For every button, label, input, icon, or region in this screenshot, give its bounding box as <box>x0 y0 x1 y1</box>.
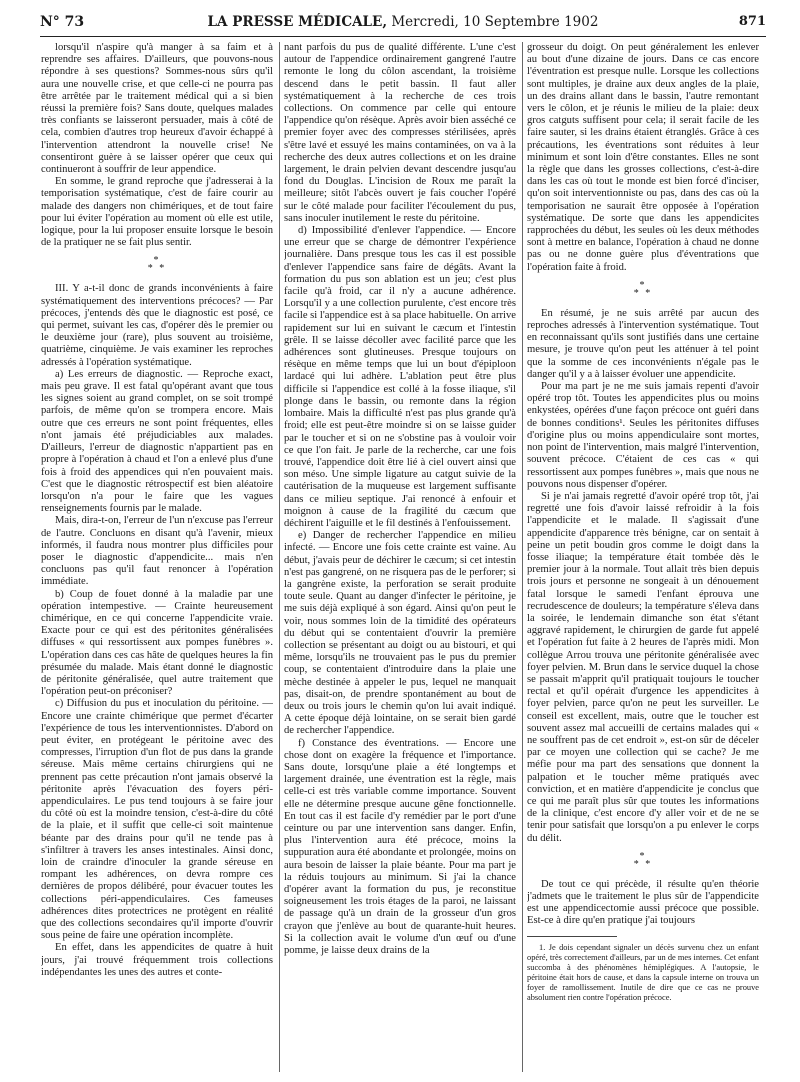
journal-title <box>40 14 766 30</box>
footnote: 1. Je dois cependant signaler un décès survenu chez un enfant opéré, très correctement d'ailleurs, par un de mes internes. Cet enfant succomba à des phénomènes hémiplégiques. A l'autopsie, le péritoine était hors de cause, et dans la capsule interne on trouva un foyer de ramollissement. Inutile de dire que ce cas ne prouve absolument rien contre l'opération précoce. <box>527 942 759 1002</box>
text-column-3 <box>527 42 759 1072</box>
paragraph: f) Constance des éventrations. — Encore une chose dont on exagère la fréquence et l'importance. Sans doute, lorsqu'une plaie a été longtemps et largement drainée, une éventration est la règle, mais celle-ci est très variable comme importance. Souvent elle ne détermine presque aucune gêne fonctionnelle. En tout cas il est facile d'y remédier par le port d'une ceinture ou par une intervention sans danger. Enfin, plus l'intervention aura été précoce, moins la suppuration aura été abondante et prolongée, moins on aura besoin de laisser la plaie béante. Pour ma part je la réduis toujours au minimum. Si j'ai la chance d'opérer avant la formation du pus, je reconstitue soigneusement les trois étages de la paroi, ne laissant de passage qu'à un drain de la grosseur d'un gros crayon que j'enlève au bout de quarante-huit heures. Si la collection avait le volume d'un œuf ou d'une pomme, je laisse deux drains de la <box>284 737 516 957</box>
paragraph: Mais, dira-t-on, l'erreur de l'un n'excuse pas l'erreur de l'autre. Concluons en disant qu'à l'avenir, mieux informés, il faudra nous montrer plus difficiles pour poser le diagnostic d'appendicite... mais n'en concluons pas qu'il faut renoncer à l'opération immédiate. <box>41 515 273 588</box>
issue-date: Mercredi, 10 Septembre 1902 <box>387 14 599 30</box>
footnote-rule <box>527 936 617 937</box>
page-header <box>40 14 766 37</box>
paragraph: d) Impossibilité d'enlever l'appendice. — Encore une erreur que se charge de démontrer l'expérience journalière. Dans presque tous les cas il est possible d'enlever l'appendice sans faire de dégâts. Avant la formation du pus son ablation est un jeu; c'est plus facile qu'à froid, car il n'y a aucune adhérence. Lorsqu'il y a une collection purulente, c'est encore très facile si l'appendice est à sa place habituelle. On arrive rapidement sur lui en suivant le cæcum et l'intestin grêle. Il se laisse décoller avec facilité parce que les adhérences sont glutineuses. Presque toujours on résèque en même temps que lui un bout d'épiploon lardacé qui lui adhère. L'ablation peut être plus difficile si l'appendice est collé à la fosse iliaque, s'il plonge dans le bassin, ou remonte dans la région lombaire. Mais la difficulté n'est pas plus grande qu'à froid; elle est peut-être moindre si on se laisse guider par le toucher et si on ne s'obstine pas à vouloir voir ce que l'on fait. Je parle de la recherche, car une fois trouvé, l'appendice doit être lié à ciel ouvert ainsi que son méso. Une simple ligature au catgut suivie de la cautérisation de la muqueuse est largement suffisante dans ce milieu septique. J'ai renoncé à enfouir et moignon à cause de la fragilité du cæcum que déchirent l'aiguille et le fil destinés à l'enfouissement. <box>284 225 516 529</box>
paragraph: grosseur du doigt. On peut généralement les enlever au bout d'une dizaine de jours. Dans ce cas encore l'éventration est presque nulle. Lorsque les collections sont multiples, je draine aux deux angles de la plaie, un des drains allant dans le bassin, l'autre remontant vers le côlon, et je réunis le milieu de la plaie: deux gros catguts suffisent pour cela; il serait facile de les faire sauter, si les drains étaient étranglés. Grâce à ces précautions, les éventrations sont réduites à leur minimum et sont loin d'être constantes. Elles ne sont la règle que dans les grosses collections, c'est-à-dire dans les cas où tout le monde est bien forcé d'inciser, qu'on soit interventionniste ou pas, dans des cas où la temporisation ne saurait être opposée à l'opération systématique. De sorte que dans les appendicites rapprochées du début, les seules où les deux méthodes sont à mettre en balance, l'opération à chaud ne donne pas ou ne donne guère plus d'éventrations que l'opération faite à froid. <box>527 42 759 273</box>
paragraph: lorsqu'il n'aspire qu'à manger à sa faim et à reprendre ses affaires. D'ailleurs, que pouvons-nous répondre à ses questions? Sommes-nous sûrs qu'il aura une nouvelle crise, et que celle-ci ne pourra pas être arrêtée par le traitement médical qui a si bien réussi la première fois? Sans doute, quelques malades très confiants se laisseront persuader, mais à côté de cela, combien d'autres trop heureux d'avoir échappé à l'intervention attendront la nouvelle crise! Ne consentiront guère à se laisser opérer que ceux qui continueront à souffrir de leur appendice. <box>41 42 273 176</box>
paragraph: En effet, dans les appendicites de quatre à huit jours, j'ai trouvé fréquemment trois collections indépendantes les unes des autres et conte- <box>41 942 273 978</box>
section-separator: * * * <box>147 255 167 275</box>
paragraph: e) Danger de rechercher l'appendice en milieu infecté. — Encore une fois cette crainte est vaine. Au début, j'avais peur de déchirer le cæcum; si cet intestin n'est pas gangrené, on ne risquera pas de le perforer; si la gangrène existe, la perforation se serait produite toute seule. Quant au danger d'infecter le péritoine, je me suis déjà expliqué à son égard. Ainsi qu'on peut le voir, nous sommes loin de la timidité des opérateurs du début qui se contentaient d'ouvrir la première collection se présentant au doigt ou au bistouri, et qui même, lorsqu'ils ne trouvaient pas le pus du premier coup, se contentaient d'introduire dans la plaie une mèche destinée à appeler le pus, lequel ne manquait pas, disait-on, de prendre spontanément au bout de deux ou trois jours le chemin qu'on lui avait indiqué. A cette époque déjà lointaine, on se serait bien gardé de rechercher l'appendice. <box>284 530 516 737</box>
section-separator: * * * <box>633 279 653 299</box>
page-number: 871 <box>738 14 766 29</box>
paragraph: b) Coup de fouet donné à la maladie par une opération intempestive. — Crainte heureusement chimérique, en ce qui concerne l'appendicite vraie. Exacte pour ce qui est des péritonites généralisées diffuses « qui ressortissent aux pompes funèbres ». L'opération dans ces cas hâte de quelques heures la fin présumée du malade. Mais étant donné le diagnostic de péritonite généralisée, quel autre traitement que l'opération peut-on préconiser? <box>41 588 273 698</box>
paragraph: En somme, le grand reproche que j'adresserai à la temporisation systématique, c'est de faire courir au malade des dangers non chimériques, et de tout faire pour lui éviter l'opération au moment où elle est utile, logique, pour la lui proposer ensuite lorsque le besoin de la pratiquer ne se fait plus sentir. <box>41 176 273 249</box>
text-column-1 <box>41 42 273 1072</box>
paragraph: c) Diffusion du pus et inoculation du péritoine. — Encore une crainte chimérique que permet d'écarter l'expérience de tous les interventionnistes. D'abord on peut éviter, en protégeant le péritoine avec des compresses, l'irruption d'un flot de pus dans la grande séreuse. Mais même certains chirurgiens qui ne prennent pas cette précaution n'ont jamais observé la péritonite après l'évacuation des foyers péri-appendiculaires. Le pus tend toujours à se faire jour du côté où est la moindre tension, c'est-à-dire du côté de la plaie, et il suffit que celle-ci soit maintenue béante par des drains pour qu'il ne tende pas à s'infiltrer à travers les anses intestinales. Ainsi donc, loin de craindre d'inoculer la grande séreuse en rompant les adhérences, on devra rompre ces dernières de propos délibéré, pour évacuer toutes les collections péri-appendiculaires. Ces fameuses adhérences dites protectrices ne protègent en réalité que des collections secondaires qu'il importe d'ouvrir sous peine de faire une opération incomplète. <box>41 698 273 942</box>
column-rule <box>279 42 280 1072</box>
paragraph: nant parfois du pus de qualité différente. L'une c'est autour de l'appendice ordinairement gangrené l'autre remonte le long du côlon ascendant, la troisième descend dans le petit bassin. Il faut aller systématiquement à la recherche de ces trois collections. On commence par celle qui entoure l'appendice qu'on résèque. Après avoir bien asséché ce premier foyer avec des compresses stérilisées, après s'être lavé et essuyé les mains contaminées, on va à la recherche des deux autres collections et on les draine largement, le drain pelvien devant descendre jusqu'au fond du Douglas. L'incision de Roux me paraît la meilleure; sitôt l'abcès ouvert je fais coucher l'opéré sur le côté malade pour faciliter l'écoulement du pus, sans inoculer inutilement le reste du péritoine. <box>284 42 516 224</box>
paragraph: Pour ma part je ne me suis jamais repenti d'avoir opéré trop tôt. Toutes les appendicites plus ou moins enkystées, opérées d'une façon précoce ont guéri dans de bonnes conditions¹. Seules les péritonites diffuses d'origine plus ou moins appendiculaire sont mortes, non point de l'intervention, mais malgré l'intervention, souvent précoce. C'étaient de ces cas « qui ressortissent aux pompes funèbres », mais que nous ne pouvons nous dispenser d'opérer. <box>527 381 759 490</box>
section-separator: * * * <box>633 850 653 870</box>
paragraph: III. Y a-t-il donc de grands inconvénients à faire systématiquement des interventions précoces? — Par précoces, j'entends dès que le diagnostic est posé, ce qui permet, suivant les cas, d'opérer dès le premier ou le deuxième jour (rare), plus souvent au troisième, quatrième, cinquième. Je vais examiner les reproches adressés à l'opération systématique. <box>41 283 273 368</box>
journal-name: LA PRESSE MÉDICALE, <box>207 14 388 30</box>
text-column-2 <box>284 42 516 1072</box>
paragraph: Si je n'ai jamais regretté d'avoir opéré trop tôt, j'ai regretté une fois d'avoir laissé refroidir à la fois l'appendicite et le malade. Il s'agissait d'une appendicite d'apparence très bénigne, car on sentait à peine un petit boudin gros comme le doigt dans la fosse iliaque; la température était tombée dès le premier jour à la normale. Tout allait très bien depuis trois jours et personne ne songeait à un dénouement fatal lorsque le samedi l'enfant éprouva une recrudescence de douleurs; la température s'éleva dans la soirée, le lendemain dimanche son état s'étant aggravé rapidement, le chirurgien de garde fut appelé et l'opération fut faite à 2 heures de l'après midi. Mon collègue Arrou trouva une péritonite généralisée avec foyer pelvien. M. Brun dans le service duquel la chose se passait m'apprit qu'il pratiquait toujours le toucher rectal et qu'il opérait d'urgence les appendicites à foyer pelvien, parce qu'on ne peut les surveiller. Le conseil est excellent, mais, outre que le toucher est souvent assez mal accueilli de certains malades qui « ne souffrent pas de cet endroit », est-on sûr de déceler par ce moyen une collection qui se cache? Je me méfie pour ma part des sensations que donnent la palpation et le toucher même pratiqués avec conviction, et en matière d'appendicite je conclus que ce qui me paraît plus sûr que toutes les informations de la clinique, c'est encore d'y aller voir et de ne se tenir pour satisfait que lorsqu'on a pu enlever le corps du délit. <box>527 490 759 844</box>
issue-number: N° 73 <box>40 14 85 30</box>
paragraph: a) Les erreurs de diagnostic. — Reproche exact, mais peu grave. Il est fatal qu'opérant avant que tous les signes soient au grand complet, on se soit trompé parfois, de même qu'on se trompera encore. Mais outre que ces erreurs ne sont point fréquentes, elles n'ont jamais été préjudiciables aux malades. D'ailleurs, l'erreur de diagnostic n'appartient pas en propre à l'opération à chaud et l'on a enlevé plus d'une fois à froid des appendices qui n'en pouvaient mais. C'est que le diagnostic rétrospectif est bien aléatoire lorsqu'on n'a pour le faire que les vagues renseignements fournis par le malade. <box>41 368 273 515</box>
paragraph: En résumé, je ne suis arrêté par aucun des reproches adressés à l'intervention systématique. Tout en reconnaissant qu'ils sont justifiés dans une certaine mesure, je trouve qu'on peut les atténuer à tel point que la somme de ces inconvénients n'égale pas le danger qu'il y a à laisser évoluer une appendicite. <box>527 307 759 380</box>
column-rule <box>522 42 523 1072</box>
paragraph: De tout ce qui précède, il résulte qu'en théorie j'admets que le traitement le plus sûr de l'appendicite est une appendicectomie aussi précoce que possible. Est-ce à dire qu'en pratique j'ai toujours <box>527 878 759 927</box>
